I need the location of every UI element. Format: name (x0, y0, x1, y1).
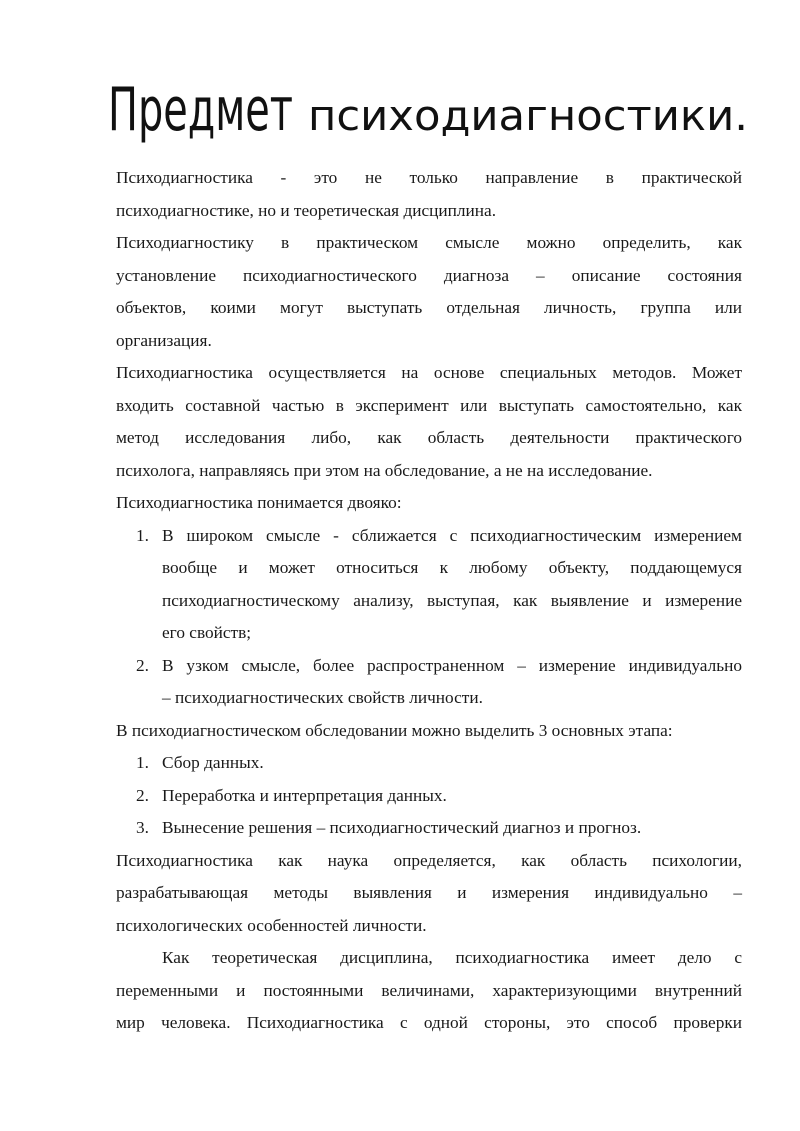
list-item (116, 812, 742, 845)
list-number: 3. (136, 818, 149, 837)
text-line: психолога, направляясь при этом на обследование, а не на исследование. (116, 460, 653, 480)
list-number: 1. (136, 753, 149, 772)
list-item-text: Переработка и интерпретация данных. (162, 785, 447, 805)
text-line: входить составной частью в эксперимент или выступать самостоятельно, как (116, 395, 742, 415)
paragraph-methods (116, 357, 742, 487)
list-number: 2. (136, 785, 149, 805)
list-number: 2. (136, 655, 149, 675)
text-line: метод исследования либо, как область деятельности практического (116, 428, 742, 447)
text-line: разрабатывающая методы выявления и измерения индивидуально – (116, 883, 742, 902)
list-item (116, 650, 742, 715)
list-item-text: Вынесение решения – психодиагностический диагноз и прогноз. (162, 818, 642, 837)
paragraph-twofold: Психодиагностика понимается двояко: (116, 493, 402, 512)
list-item-text: Сбор данных. (162, 753, 264, 772)
numbered-list-stages (116, 747, 742, 845)
text-line: установление психодиагностического диагноза – описание состояния (116, 265, 742, 285)
list-item (116, 780, 742, 813)
title-word-2: психодиагностики. (308, 91, 748, 140)
paragraph-practical (116, 227, 742, 357)
text-line: объектов, коими могут выступать отдельная личность, группа или (116, 298, 742, 317)
text-line: психодиагностике, но и теоретическая дисциплина. (116, 200, 497, 220)
text-line: психологических особенностей личности. (116, 915, 427, 935)
paragraph-theoretical (116, 942, 742, 1040)
page-title (108, 68, 758, 160)
list-item (116, 520, 742, 650)
text-line: психодиагностическому анализу, выступая, как выявление и измерение (162, 590, 742, 610)
text-line: организация. (116, 330, 212, 350)
title-word-1: Предмет (108, 75, 293, 145)
paragraph-science (116, 845, 742, 943)
list-number: 1. (136, 525, 149, 545)
paragraph-intro (116, 162, 742, 227)
text-line: Психодиагностика как наука определяется, как область психологии, (116, 850, 742, 870)
text-line: – психодиагностических свойств личности. (162, 688, 483, 707)
text-line: В широком смысле - сближается с психодиагностическим измерением (162, 525, 742, 545)
text-line: Психодиагностика - это не только направление в практической (116, 168, 742, 187)
paragraph-stages: В психодиагностическом обследовании можно выделить 3 основных этапа: (116, 720, 673, 740)
text-line: вообще и может относиться к любому объекту, поддающемуся (162, 558, 742, 577)
text-line: В узком смысле, более распространенном – измерение индивидуально (162, 655, 742, 675)
numbered-list-meanings (116, 520, 742, 715)
text-line: Психодиагностику в практическом смысле можно определить, как (116, 233, 742, 252)
text-line: мир человека. Психодиагностика с одной стороны, это способ проверки (116, 1013, 742, 1032)
text-line: его свойств; (162, 623, 252, 642)
text-line: Как теоретическая дисциплина, психодиагностика имеет дело с (162, 948, 742, 967)
list-item (116, 747, 742, 780)
document-body (116, 162, 742, 1040)
text-line: переменными и постоянными величинами, характеризующими внутренний (116, 980, 742, 1000)
text-line: Психодиагностика осуществляется на основе специальных методов. Может (116, 363, 742, 382)
